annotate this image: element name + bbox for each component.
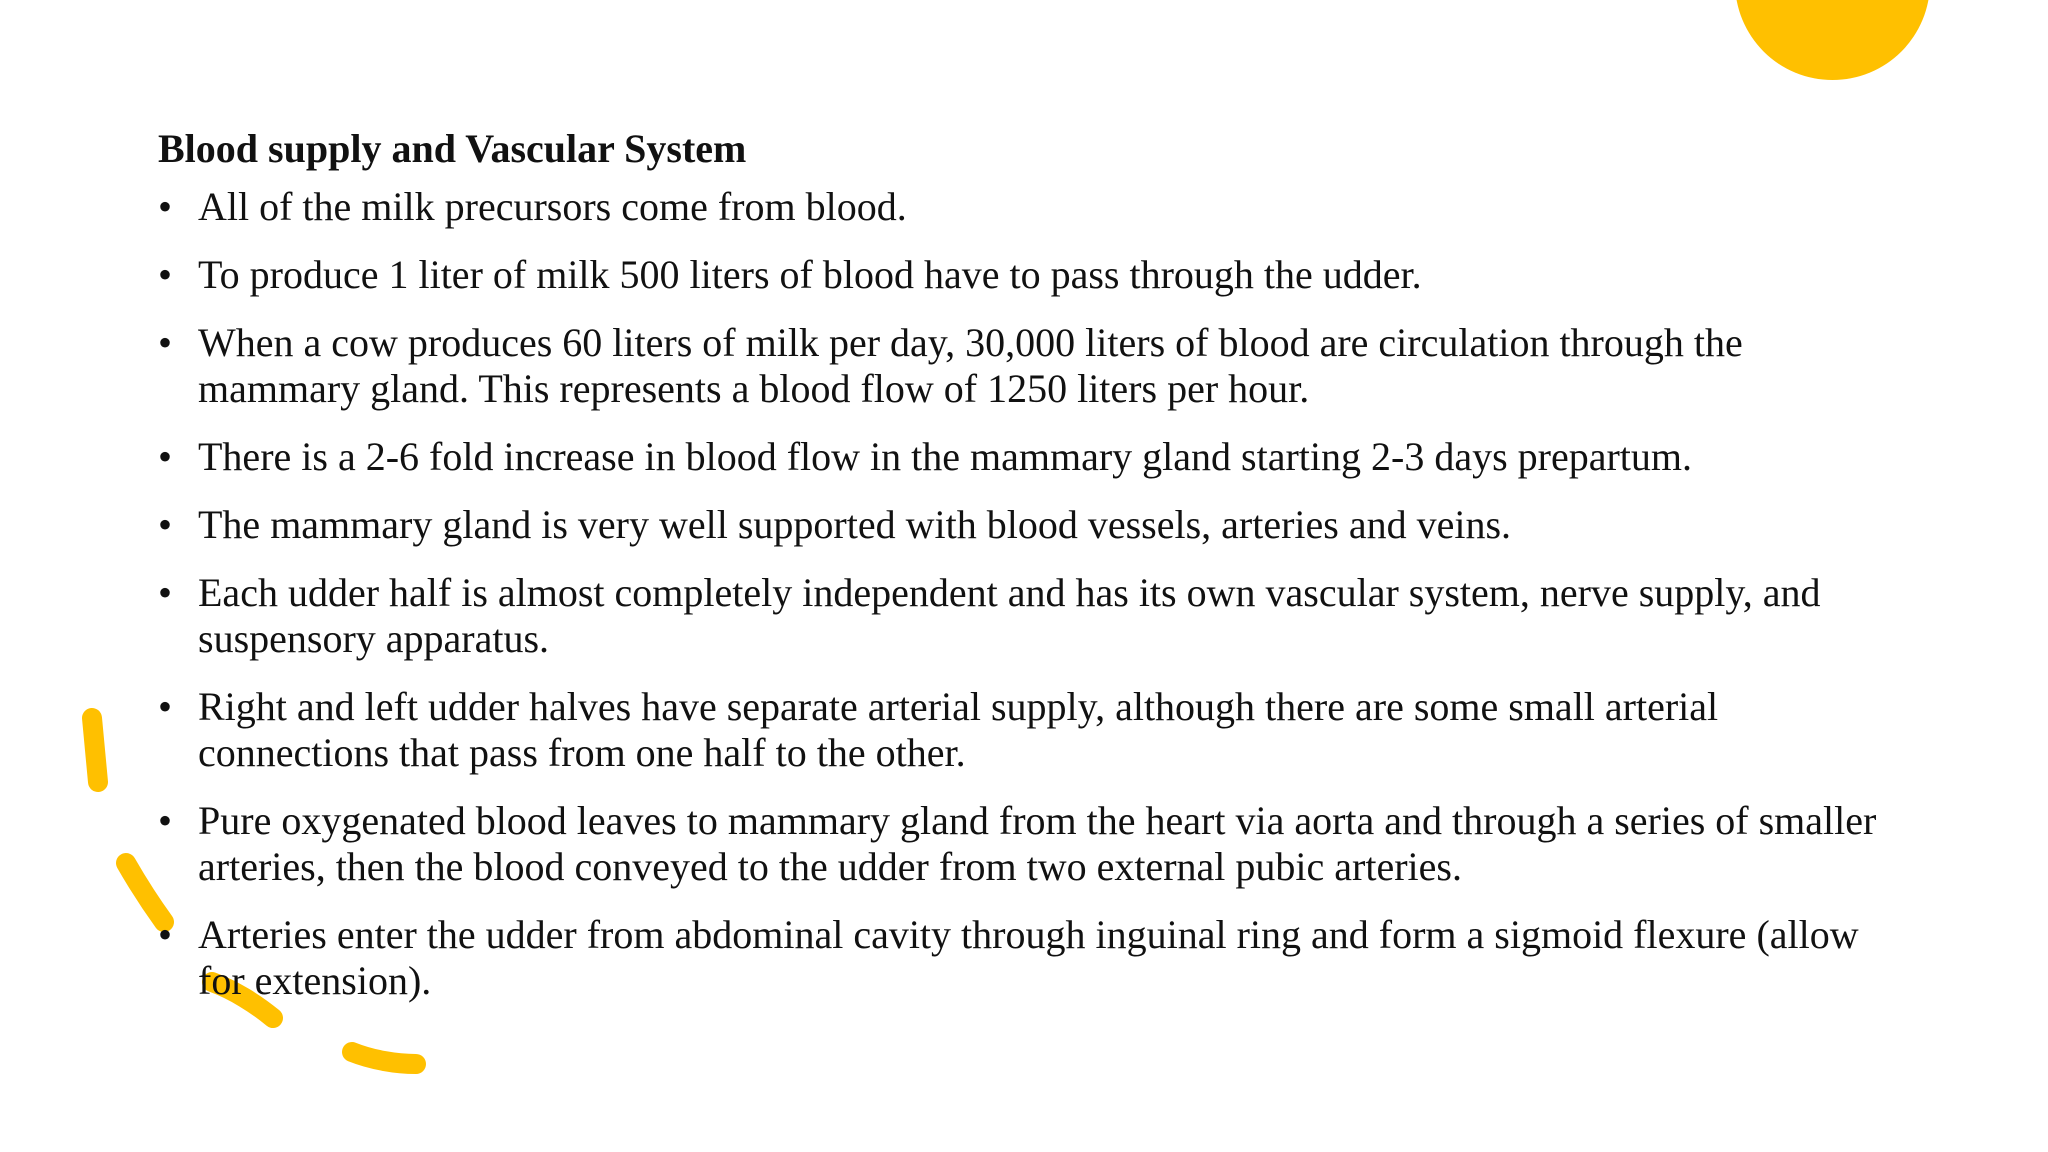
bullet-item [158,502,1898,548]
bullet-text: When a cow produces 60 liters of milk per day, 30,000 liters of blood are circulation through the mammary gland. This represents a blood flow of 1250 liters per hour. [198,320,1743,411]
bullet-item [158,798,1898,890]
bullet-dot: • [158,570,173,615]
bullet-text: The mammary gland is very well supported with blood vessels, arteries and veins. [198,502,1512,547]
decorative-circle [1735,0,1930,80]
decorative-stroke-4 [352,1052,416,1064]
bullet-dot: • [158,502,173,547]
bullet-dot: • [158,252,173,297]
bullet-text: To produce 1 liter of milk 500 liters of blood have to pass through the udder. [198,252,1422,297]
bullet-item [158,684,1898,776]
bullet-list [158,184,1898,1004]
bullet-item [158,570,1898,662]
bullet-text: Pure oxygenated blood leaves to mammary gland from the heart via aorta and through a series of smaller arteries, then the blood conveyed to the udder from two external pubic arteries. [198,798,1877,889]
bullet-item [158,912,1898,1004]
bullet-dot: • [158,684,173,729]
bullet-dot: • [158,912,173,957]
bullet-dot: • [158,184,173,229]
slide-content [158,126,1898,1026]
bullet-item [158,184,1898,230]
decorative-stroke-1 [92,718,98,782]
bullet-item [158,320,1898,412]
bullet-item [158,252,1898,298]
bullet-dot: • [158,320,173,365]
bullet-text: Each udder half is almost completely independent and has its own vascular system, nerve supply, and suspensory apparatus. [198,570,1821,661]
slide-title: Blood supply and Vascular System [158,126,747,171]
bullet-item [158,434,1898,480]
bullet-dot: • [158,434,173,479]
bullet-text: Right and left udder halves have separate arterial supply, although there are some small arterial connections that pass from one half to the other. [198,684,1719,775]
bullet-text: There is a 2-6 fold increase in blood flow in the mammary gland starting 2-3 days prepartum. [198,434,1693,479]
bullet-text: All of the milk precursors come from blood. [198,184,907,229]
bullet-text: Arteries enter the udder from abdominal cavity through inguinal ring and form a sigmoid flexure (allow for extension). [198,912,1859,1003]
bullet-dot: • [158,798,173,843]
